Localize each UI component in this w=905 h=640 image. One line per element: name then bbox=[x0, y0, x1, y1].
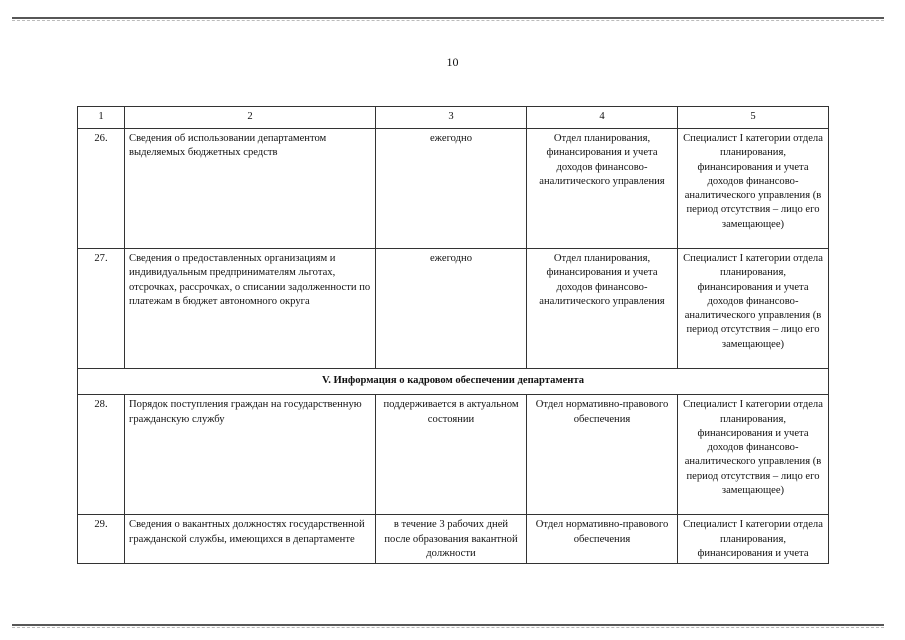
row-department: Отдел планирования, финансирования и учета доходов финансово-аналитического управления bbox=[527, 129, 678, 249]
table-row-27 bbox=[78, 249, 829, 369]
page-number: 10 bbox=[446, 55, 459, 69]
row-name: Порядок поступления граждан на государственную гражданскую службу bbox=[125, 395, 376, 515]
row-number: 28. bbox=[78, 395, 125, 515]
row-number: 26. bbox=[78, 129, 125, 249]
row-department: Отдел нормативно-правового обеспечения bbox=[527, 515, 678, 564]
row-name: Сведения о вакантных должностях государственной гражданской службы, имеющихся в департаменте bbox=[125, 515, 376, 564]
row-name: Сведения о предоставленных организациям и индивидуальным предпринимателям льготах, отсрочках, рассрочках, о списании задолженности по платежам в бюджет автономного округа bbox=[125, 249, 376, 369]
row-department: Отдел планирования, финансирования и учета доходов финансово-аналитического управления bbox=[527, 249, 678, 369]
row-responsible: Специалист I категории отдела планирования, финансирования и учета доходов финансово-аналитического управления (в период отсутствия – лицо его замещающее) bbox=[678, 129, 829, 249]
column-header-2: 2 bbox=[125, 107, 376, 129]
scan-bottom-edge bbox=[12, 624, 884, 626]
row-department: Отдел нормативно-правового обеспечения bbox=[527, 395, 678, 515]
table-row-28 bbox=[78, 395, 829, 515]
row-responsible: Специалист I категории отдела планирования, финансирования и учета bbox=[678, 515, 829, 564]
column-header-5: 5 bbox=[678, 107, 829, 129]
row-number: 27. bbox=[78, 249, 125, 369]
section-title: V. Информация о кадровом обеспечении департамента bbox=[78, 369, 829, 395]
row-period: ежегодно bbox=[376, 129, 527, 249]
row-number: 29. bbox=[78, 515, 125, 564]
information-table bbox=[77, 106, 829, 564]
table-row-29 bbox=[78, 515, 829, 564]
row-period: в течение 3 рабочих дней после образования вакантной должности bbox=[376, 515, 527, 564]
row-name: Сведения об использовании департаментом выделяемых бюджетных средств bbox=[125, 129, 376, 249]
table-header-row bbox=[78, 107, 829, 129]
column-header-1: 1 bbox=[78, 107, 125, 129]
row-period: ежегодно bbox=[376, 249, 527, 369]
column-header-4: 4 bbox=[527, 107, 678, 129]
row-responsible: Специалист I категории отдела планирования, финансирования и учета доходов финансово-аналитического управления (в период отсутствия – лицо его замещающее) bbox=[678, 395, 829, 515]
column-header-3: 3 bbox=[376, 107, 527, 129]
table-row-26 bbox=[78, 129, 829, 249]
row-responsible: Специалист I категории отдела планирования, финансирования и учета доходов финансово-аналитического управления (в период отсутствия – лицо его замещающее) bbox=[678, 249, 829, 369]
section-header-row bbox=[78, 369, 829, 395]
scan-top-edge bbox=[12, 17, 884, 19]
row-period: поддерживается в актуальном состоянии bbox=[376, 395, 527, 515]
